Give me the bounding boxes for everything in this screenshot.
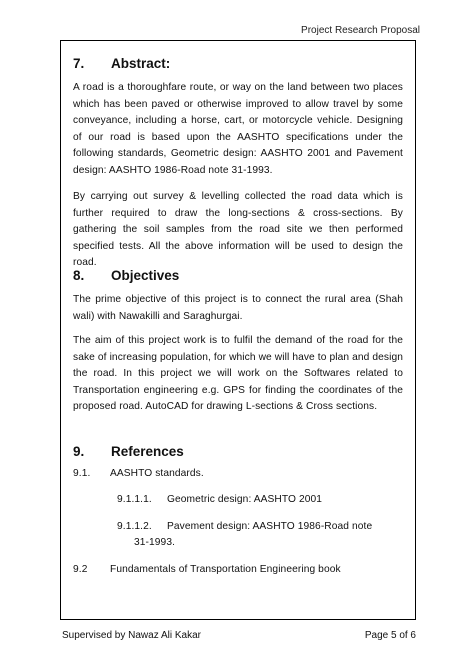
objectives-paragraph-2: The aim of this project work is to fulfil the demand of the road for the sake of increasing population, for which we will have to plan and design the road. In this project we will work on the Softwares related to Transportation engineering e.g. GPS for finding the coordinates of the proposed road. AutoCAD for drawing L-sections & Cross sections. [73,335,403,412]
reference-number: 9.1.1.2. [117,521,152,532]
section-title: Abstract: [111,56,171,71]
section-number: 7. [73,56,85,71]
references-heading [73,444,184,459]
objectives-heading [73,268,179,283]
section-number: 9. [73,444,85,459]
reference-text: Pavement design: AASHTO 1986-Road note [167,521,373,532]
footer-supervisor: Supervised by Nawaz Ali Kakar [62,630,201,641]
section-title: Objectives [111,268,180,283]
footer-page-number: Page 5 of 6 [364,630,416,641]
objectives-paragraph-1: The prime objective of this project is to connect the rural area (Shah wali) with Nawakilli and Saraghurgai. [73,294,403,322]
reference-text: Geometric design: AASHTO 2001 [167,494,323,505]
reference-number: 9.1.1.1. [117,494,152,505]
reference-item [73,562,341,579]
reference-text: Fundamentals of Transportation Engineering book [110,564,341,575]
reference-number: 9.1. [73,468,91,479]
reference-item [117,519,372,536]
reference-text-continued: 31-1993. [134,537,176,548]
section-number: 8. [73,268,85,283]
abstract-paragraph-1: A road is a thoroughfare route, or way on the land between two places which has been paved or otherwise improved to allow travel by some conveyance, including a horse, cart, or motorcycle vehicle. Designing of our road is based upon the AASHTO specifications under the following standards, Geometric design: AASHTO 2001 and Pavement design: AASHTO 1986-Road note 31-1993. [73,82,403,176]
section-title: References [111,444,184,459]
abstract-paragraph-2: By carrying out survey & levelling collected the road data which is further required to draw the long-sections & cross-sections. By gathering the soil samples from the road site we then performed specified tests. All the above information will be used to design the road. [73,191,403,268]
reference-text: AASHTO standards. [110,468,204,479]
page-header: Project Research Proposal [301,25,420,36]
abstract-heading [73,56,170,71]
reference-number: 9.2 [73,564,88,575]
reference-item [73,466,204,483]
reference-item [117,492,322,509]
